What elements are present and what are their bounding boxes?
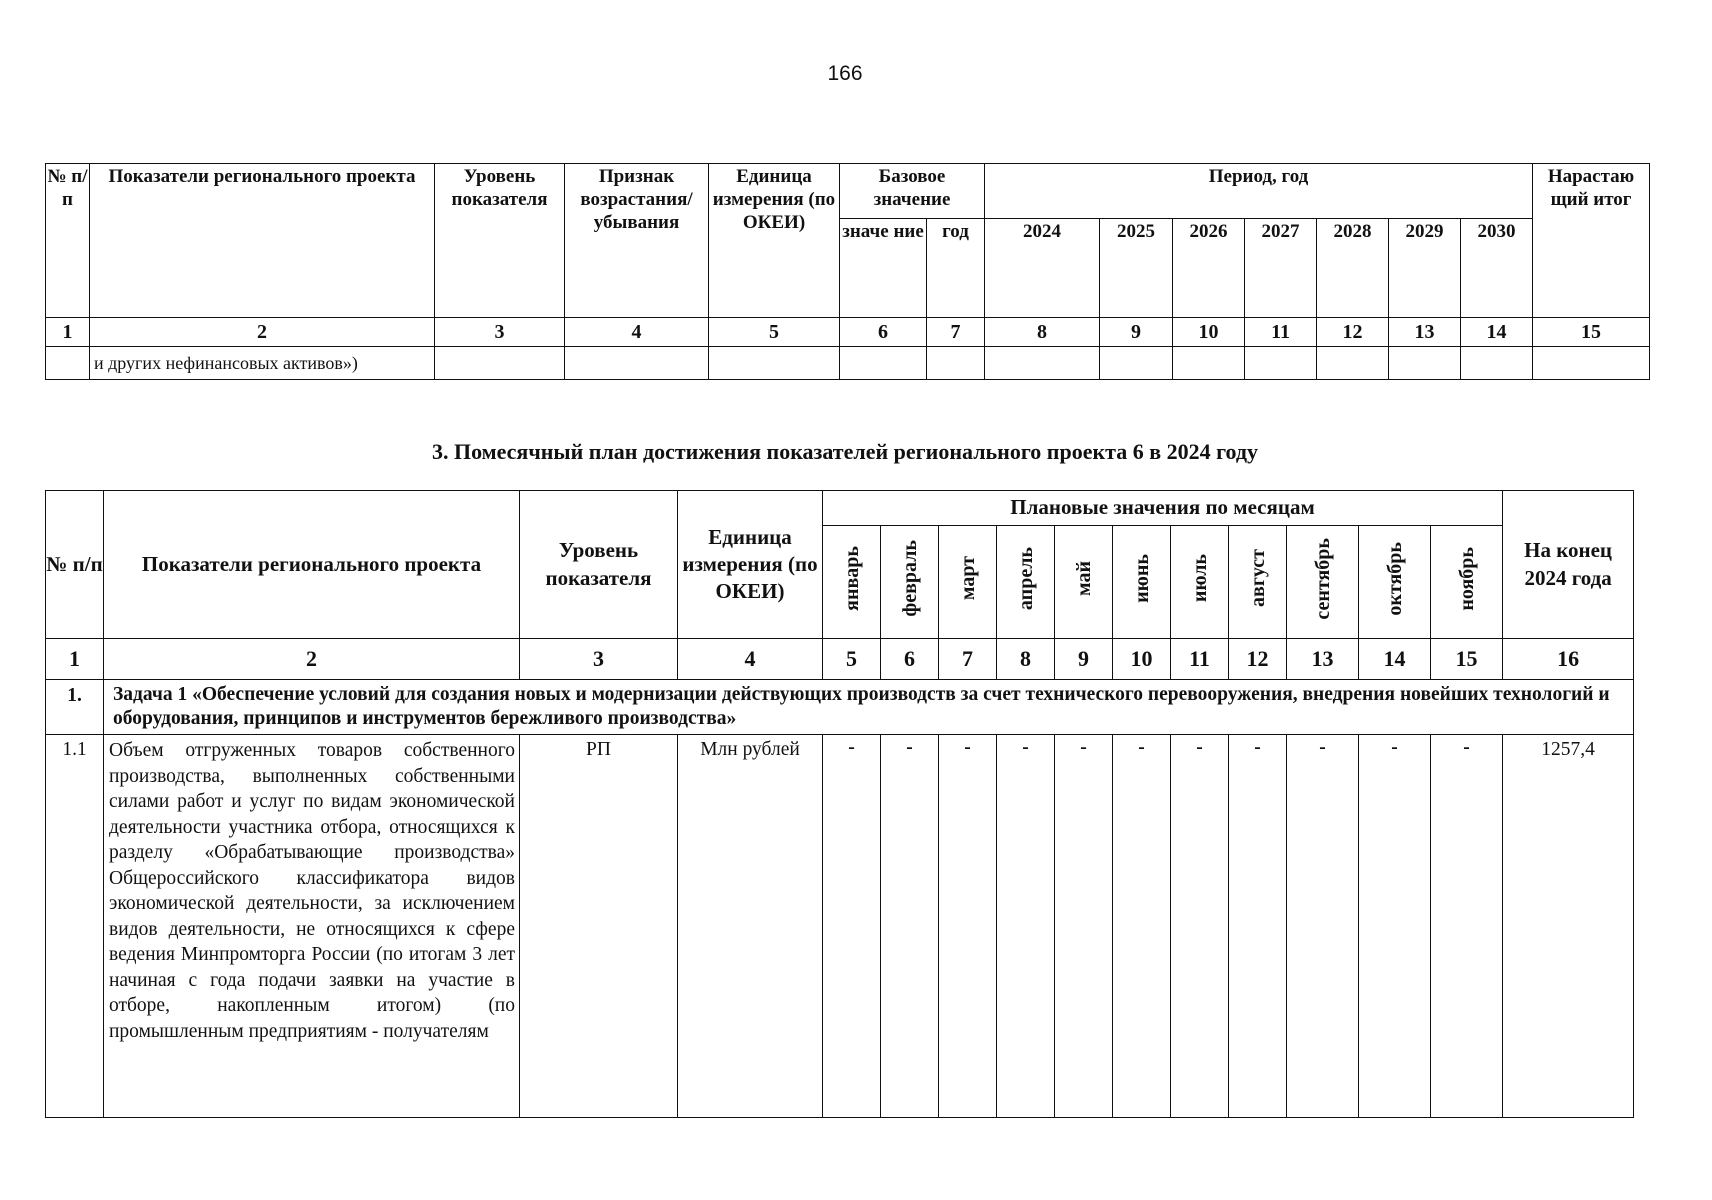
table-cell [1173, 347, 1245, 380]
monthly-value: - [1055, 735, 1113, 1118]
table-cell [1317, 347, 1389, 380]
column-number: 6 [881, 639, 939, 680]
header-year: 2025 [1100, 219, 1173, 318]
column-number: 6 [840, 318, 927, 347]
column-number: 2 [90, 318, 435, 347]
column-number: 13 [1389, 318, 1461, 347]
header-month [1113, 526, 1171, 639]
header-indicator: Показатели регионального проекта [104, 491, 520, 639]
column-number: 4 [678, 639, 823, 680]
header-level: Уровень показателя [520, 491, 678, 639]
column-number: 10 [1173, 318, 1245, 347]
table-cell [435, 347, 565, 380]
monthly-value: - [823, 735, 881, 1118]
table-cell [565, 347, 709, 380]
header-period: Период, год [985, 164, 1533, 219]
month-label: март [956, 556, 979, 601]
header-month [997, 526, 1055, 639]
column-number: 14 [1461, 318, 1533, 347]
header-base: Базовое значение [840, 164, 985, 219]
column-number: 12 [1317, 318, 1389, 347]
header-month [1431, 526, 1503, 639]
header-plan: Плановые значения по месяцам [823, 491, 1503, 526]
task-text: Задача 1 «Обеспечение условий для создания новых и модернизации действующих производств за счет технического перевооружения, внедрения новейших технологий и оборудования, принципов и инструментов бережливого производства» [104, 680, 1634, 735]
month-label: октябрь [1383, 541, 1406, 616]
column-number: 11 [1171, 639, 1229, 680]
table-cell [1245, 347, 1317, 380]
header-base-year: год [927, 219, 985, 318]
column-number: 9 [1100, 318, 1173, 347]
column-number: 3 [520, 639, 678, 680]
header-base-value: значе ние [840, 219, 927, 318]
header-month [1287, 526, 1359, 639]
table-cell [709, 347, 840, 380]
column-number: 15 [1533, 318, 1650, 347]
header-trend: Признак возрастания/ убывания [565, 164, 709, 318]
monthly-value: - [1359, 735, 1431, 1118]
month-label: август [1246, 549, 1269, 608]
column-number: 8 [985, 318, 1100, 347]
continued-row-text: и других нефинансовых активов») [90, 347, 435, 380]
monthly-value: - [881, 735, 939, 1118]
table-cell [1461, 347, 1533, 380]
end-of-year-value: 1257,4 [1503, 735, 1634, 1118]
indicator-unit: Млн рублей [678, 735, 823, 1118]
header-year: 2028 [1317, 219, 1389, 318]
month-label: июль [1188, 554, 1211, 603]
month-label: апрель [1014, 546, 1037, 610]
header-month [1359, 526, 1431, 639]
header-month [1171, 526, 1229, 639]
monthly-value: - [1171, 735, 1229, 1118]
monthly-plan-table [45, 490, 1634, 1118]
column-number: 1 [46, 318, 90, 347]
month-label: февраль [898, 540, 921, 617]
month-label: сентябрь [1311, 537, 1334, 620]
month-label: май [1072, 560, 1095, 596]
indicators-table [45, 163, 1650, 380]
monthly-value: - [939, 735, 997, 1118]
row-number: 1.1 [46, 735, 104, 1118]
column-number: 7 [939, 639, 997, 680]
column-number: 14 [1359, 639, 1431, 680]
header-month [881, 526, 939, 639]
header-num: № п/п [46, 491, 104, 639]
table-cell [46, 347, 90, 380]
header-month [1055, 526, 1113, 639]
column-number: 7 [927, 318, 985, 347]
column-number: 8 [997, 639, 1055, 680]
table-cell [1533, 347, 1650, 380]
indicator-description: Объем отгруженных товаров собственного производства, выполненных собственными силами работ и услуг по видам экономической деятельности участника отбора, относящихся к разделу «Обрабатывающие производства» Общероссийского классификатора видов экономической деятельности, за исключением видов деятельности, не относящихся к сфере ведения Минпромторга России (по итогам 3 лет начиная с года подачи заявки на участие в отборе, накопленным итогом) (по промышленным предприятиям - получателям [104, 735, 520, 1118]
header-month [939, 526, 997, 639]
header-indicator: Показатели регионального проекта [90, 164, 435, 318]
header-year: 2029 [1389, 219, 1461, 318]
month-label: ноябрь [1455, 546, 1478, 611]
column-number: 12 [1229, 639, 1287, 680]
column-number: 9 [1055, 639, 1113, 680]
header-unit: Единица измерения (по ОКЕИ) [678, 491, 823, 639]
monthly-value: - [1113, 735, 1171, 1118]
header-year: 2024 [985, 219, 1100, 318]
month-label: июнь [1130, 553, 1153, 603]
column-number: 5 [709, 318, 840, 347]
column-number: 5 [823, 639, 881, 680]
monthly-value: - [1287, 735, 1359, 1118]
header-unit: Единица измерения (по ОКЕИ) [709, 164, 840, 318]
column-number: 1 [46, 639, 104, 680]
monthly-value: - [997, 735, 1055, 1118]
header-cumulative: Нарастаю щий итог [1533, 164, 1650, 318]
table-cell [985, 347, 1100, 380]
header-num: № п/п [46, 164, 90, 318]
monthly-value: - [1229, 735, 1287, 1118]
header-month [1229, 526, 1287, 639]
table-cell [927, 347, 985, 380]
page-number: 166 [827, 62, 863, 85]
header-year: 2027 [1245, 219, 1317, 318]
indicator-level: РП [520, 735, 678, 1118]
section-title: 3. Помесячный план достижения показателей регионального проекта 6 в 2024 году [431, 439, 1259, 464]
header-end-of-year: На конец 2024 года [1503, 491, 1634, 639]
column-number: 3 [435, 318, 565, 347]
table-cell [1389, 347, 1461, 380]
column-number: 2 [104, 639, 520, 680]
header-month [823, 526, 881, 639]
column-number: 16 [1503, 639, 1634, 680]
column-number: 15 [1431, 639, 1503, 680]
column-number: 11 [1245, 318, 1317, 347]
task-number: 1. [46, 680, 104, 735]
table-cell [1100, 347, 1173, 380]
column-number: 4 [565, 318, 709, 347]
month-label: январь [840, 545, 863, 611]
monthly-value: - [1431, 735, 1503, 1118]
column-number: 13 [1287, 639, 1359, 680]
table-cell [840, 347, 927, 380]
column-number: 10 [1113, 639, 1171, 680]
header-year: 2030 [1461, 219, 1533, 318]
header-year: 2026 [1173, 219, 1245, 318]
header-level: Уровень показателя [435, 164, 565, 318]
